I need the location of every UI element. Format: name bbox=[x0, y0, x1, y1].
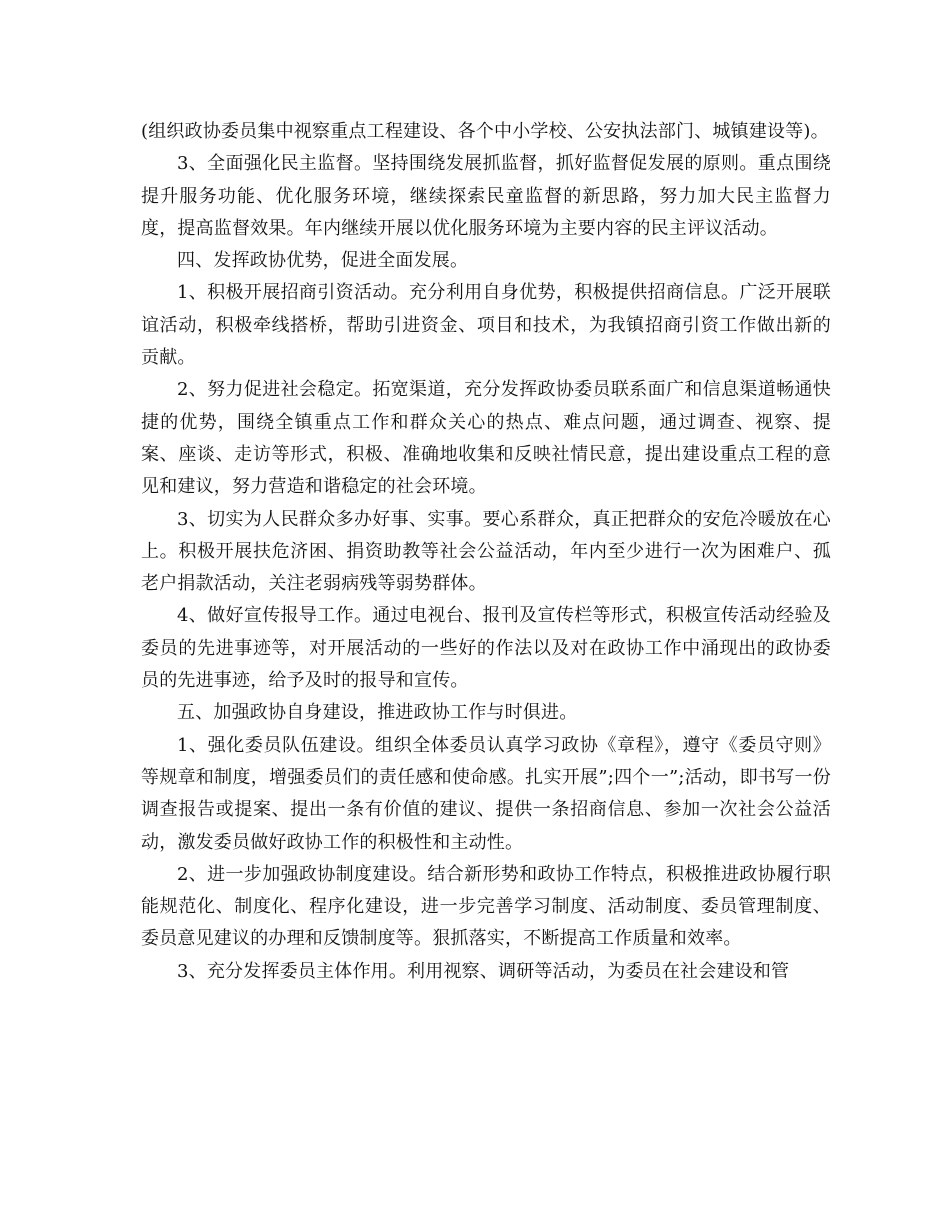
paragraph-democratic-supervision: 3、全面强化民主监督。坚持围绕发展抓监督，抓好监督促发展的原则。重点围绕提升服务功能、优化服务环境，继续探索民童监督的新思路，努力加大民主监督力度，提高监督效果。年内继续开展以优化服务环境为主要内容的民主评议活动。 bbox=[141, 153, 831, 239]
paragraph-investment: 1、积极开展招商引资活动。充分利用自身优势，积极提供招商信息。广泛开展联谊活动，积极牵线搭桥，帮助引进资金、项目和技术，为我镇招商引资工作做出新的贡献。 bbox=[141, 282, 831, 369]
paragraph-social-stability: 2、努力促进社会稳定。拓宽渠道，充分发挥政协委员联系面广和信息渠道畅通快捷的优势，围绕全镇重点工作和群众关心的热点、难点问题，通过调查、视察、提案、座谈、走访等形式，积极、准确地收集和反映社情民意，提出建设重点工程的意见和建议，努力营造和谐稳定的社会环境。 bbox=[141, 379, 831, 498]
section-heading-four: 四、发挥政协优势，促进全面发展。 bbox=[177, 250, 469, 272]
document-body bbox=[141, 116, 831, 988]
paragraph-publicity: 4、做好宣传报导工作。通过电视台、报刊及宣传栏等形式，积极宣传活动经验及委员的先进事迹等，对开展活动的一些好的作法以及对在政协工作中涌现出的政协委员的先进事迹，给予及时的报导和宣传。 bbox=[141, 605, 831, 692]
paragraph-member-role: 3、充分发挥委员主体作用。利用视察、调研等活动，为委员在社会建设和管 bbox=[177, 960, 790, 982]
section-heading-five: 五、加强政协自身建设，推进政协工作与时俱进。 bbox=[177, 702, 578, 724]
paragraph-continuation: (组织政协委员集中视察重点工程建设、各个中小学校、公安执法部门、城镇建设等)。 bbox=[141, 121, 829, 142]
paragraph-member-team: 1、强化委员队伍建设。组织全体委员认真学习政协《章程》，遵守《委员守则》等规章和制度，增强委员们的责任感和使命感。扎实开展”;四个一”;活动，即书写一份调查报告或提案、提出一条有价值的建议、提供一条招商信息、参加一次社会公益活动，激发委员做好政协工作的积极性和主动性。 bbox=[141, 734, 831, 853]
paragraph-institution-building: 2、进一步加强政协制度建设。结合新形势和政协工作特点，积极推进政协履行职能规范化、制度化、程序化建设，进一步完善学习制度、活动制度、委员管理制度、委员意见建议的办理和反馈制度等。狠抓落实，不断提高工作质量和效率。 bbox=[141, 863, 831, 950]
paragraph-public-service: 3、切实为人民群众多办好事、实事。要心系群众，真正把群众的安危冷暖放在心上。积极开展扶危济困、捐资助教等社会公益活动，年内至少进行一次为困难户、孤老户捐款活动，关注老弱病残等弱势群体。 bbox=[141, 508, 831, 595]
